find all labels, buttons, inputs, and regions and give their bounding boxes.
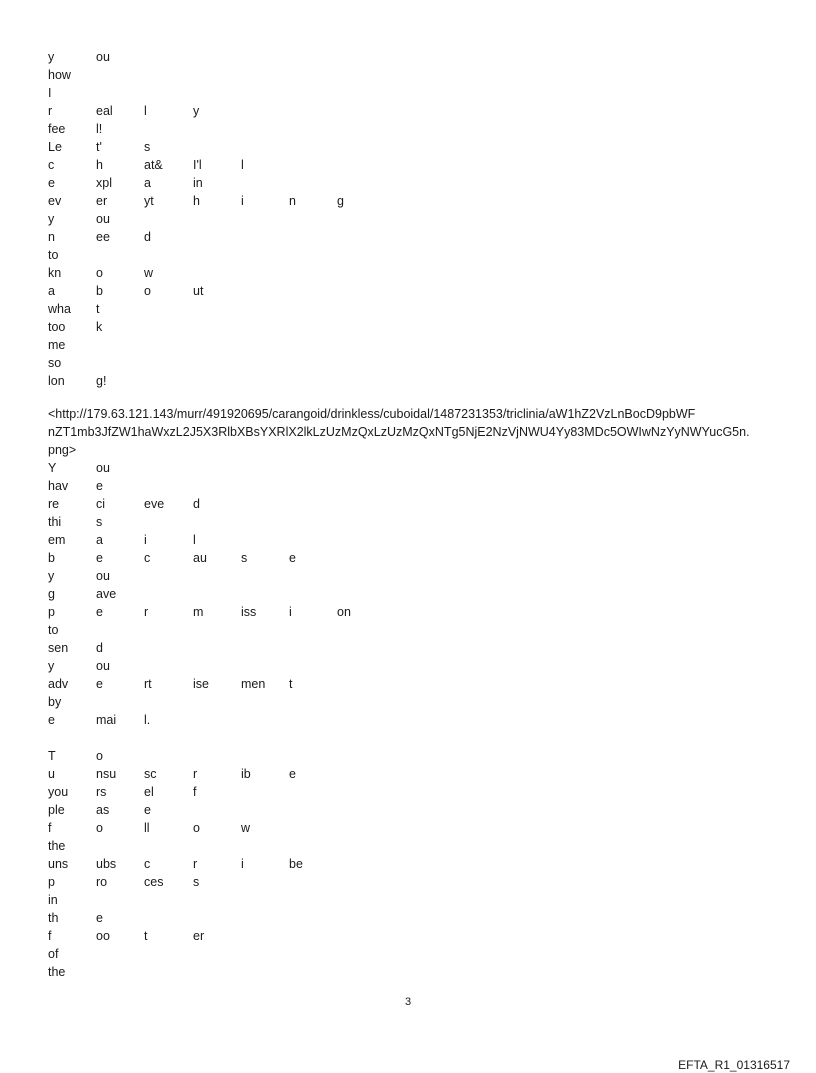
text-fragment: oo — [96, 929, 110, 943]
text-fragment: on — [337, 605, 351, 619]
text-fragment: n — [289, 194, 296, 208]
text-fragment: ces — [144, 875, 164, 889]
text-fragment: in — [193, 176, 203, 190]
text-fragment: e — [96, 911, 103, 925]
url-line: <http://179.63.121.143/murr/491920695/carangoid/drinkless/cuboidal/1487231353/triclinia/aW1hZ2VzLnBocD9pbWF — [48, 407, 696, 421]
text-fragment: t — [144, 929, 148, 943]
text-fragment: r — [193, 767, 198, 781]
text-fragment: a — [48, 284, 55, 298]
text-fragment: iss — [241, 605, 257, 619]
url-line: nZT1mb3JfZW1haWxzL2J5X3RlbXBsYXRlX2lkLzUzMzQxLzUzMzQxNTg5NjE2NzVjNWU4Yy83MDc5OWIwNzYyNWYucG5n. — [48, 425, 750, 439]
text-fragment: ev — [48, 194, 62, 208]
text-fragment: d — [193, 497, 200, 511]
text-fragment: yt — [144, 194, 154, 208]
text-fragment: o — [193, 821, 200, 835]
text-fragment: xpl — [96, 176, 112, 190]
text-fragment: f — [48, 821, 52, 835]
text-fragment: s — [193, 875, 200, 889]
text-fragment: l — [144, 104, 147, 118]
text-fragment: wha — [48, 302, 71, 316]
text-fragment: e — [48, 713, 55, 727]
text-fragment: f — [193, 785, 197, 799]
text-fragment: y — [48, 659, 55, 673]
text-fragment: nsu — [96, 767, 117, 781]
text-fragment: eve — [144, 497, 165, 511]
text-fragment: re — [48, 497, 60, 511]
text-fragment: y — [193, 104, 200, 118]
text-fragment: to — [48, 248, 59, 262]
text-fragment: ll — [144, 821, 150, 835]
text-fragment: fee — [48, 122, 66, 136]
text-fragment: eal — [96, 104, 113, 118]
text-fragment: at& — [144, 158, 163, 172]
text-fragment: ou — [96, 50, 110, 64]
text-fragment: m — [193, 605, 204, 619]
text-fragment: k — [96, 320, 103, 334]
text-fragment: th — [48, 911, 59, 925]
text-fragment: y — [48, 212, 55, 226]
text-fragment: s — [96, 515, 103, 529]
url-text — [48, 405, 778, 459]
text-fragment: so — [48, 356, 62, 370]
text-fragment: ee — [96, 230, 110, 244]
text-fragment: i — [241, 857, 244, 871]
text-fragment: sen — [48, 641, 69, 655]
text-fragment: me — [48, 338, 66, 352]
text-fragment: e — [96, 551, 103, 565]
text-fragment: ci — [96, 497, 106, 511]
text-fragment: t — [289, 677, 293, 691]
text-fragment: l. — [144, 713, 151, 727]
text-fragment: p — [48, 605, 55, 619]
text-fragment: i — [289, 605, 292, 619]
text-fragment: r — [144, 605, 149, 619]
text-fragment: l — [241, 158, 244, 172]
text-fragment: of — [48, 947, 59, 961]
text-fragment: b — [48, 551, 55, 565]
text-fragment: be — [289, 857, 303, 871]
text-fragment: o — [96, 749, 103, 763]
text-fragment: g — [337, 194, 344, 208]
text-fragment: e — [48, 176, 55, 190]
text-fragment: kn — [48, 266, 62, 280]
text-fragment: e — [289, 551, 296, 565]
text-fragment: ple — [48, 803, 65, 817]
text-fragment: r — [193, 857, 198, 871]
text-fragment: lon — [48, 374, 65, 388]
text-fragment: ib — [241, 767, 251, 781]
text-fragment: au — [193, 551, 207, 565]
text-fragment: I — [48, 86, 52, 100]
text-fragment: g — [48, 587, 55, 601]
text-fragment: e — [144, 803, 151, 817]
text-fragment: as — [96, 803, 110, 817]
text-fragment: r — [48, 104, 53, 118]
text-fragment: g! — [96, 374, 107, 388]
text-fragment: T — [48, 749, 56, 763]
text-fragment: ro — [96, 875, 108, 889]
text-fragment: s — [241, 551, 248, 565]
text-fragment: t — [96, 302, 100, 316]
text-fragment: c — [144, 857, 151, 871]
text-fragment: a — [96, 533, 103, 547]
text-fragment: d — [144, 230, 151, 244]
text-fragment: ou — [96, 569, 110, 583]
text-fragment: ise — [193, 677, 209, 691]
text-fragment: i — [241, 194, 244, 208]
text-fragment: e — [289, 767, 296, 781]
page-number: 3 — [404, 996, 412, 1008]
text-fragment: I'l — [193, 158, 202, 172]
text-fragment: em — [48, 533, 66, 547]
text-fragment: f — [48, 929, 52, 943]
text-fragment: the — [48, 965, 66, 979]
text-fragment: i — [144, 533, 147, 547]
text-fragment: adv — [48, 677, 69, 691]
text-fragment: thi — [48, 515, 62, 529]
text-fragment: to — [48, 623, 59, 637]
text-fragment: sc — [144, 767, 157, 781]
text-fragment: the — [48, 839, 66, 853]
text-fragment: rs — [96, 785, 107, 799]
document-id: EFTA_R1_01316517 — [678, 1058, 790, 1072]
text-fragment: c — [144, 551, 151, 565]
text-fragment: h — [193, 194, 200, 208]
text-fragment: Le — [48, 140, 62, 154]
text-fragment: l — [193, 533, 196, 547]
text-fragment: too — [48, 320, 66, 334]
text-fragment: o — [144, 284, 151, 298]
text-fragment: hav — [48, 479, 69, 493]
text-fragment: ou — [96, 659, 110, 673]
text-fragment: p — [48, 875, 55, 889]
text-fragment: in — [48, 893, 58, 907]
text-fragment: e — [96, 677, 103, 691]
text-fragment: ou — [96, 461, 110, 475]
text-fragment: ave — [96, 587, 117, 601]
text-fragment: o — [96, 821, 103, 835]
text-fragment: ubs — [96, 857, 117, 871]
text-fragment: e — [96, 479, 103, 493]
text-fragment: n — [48, 230, 55, 244]
text-fragment: w — [144, 266, 154, 280]
text-fragment: y — [48, 50, 55, 64]
text-fragment: s — [144, 140, 151, 154]
text-fragment: y — [48, 569, 55, 583]
text-fragment: Y — [48, 461, 57, 475]
text-fragment: el — [144, 785, 154, 799]
url-line: png> — [48, 443, 77, 457]
text-fragment: b — [96, 284, 103, 298]
text-fragment: mai — [96, 713, 117, 727]
text-fragment: er — [193, 929, 205, 943]
text-fragment: h — [96, 158, 103, 172]
text-fragment: rt — [144, 677, 152, 691]
text-fragment: a — [144, 176, 151, 190]
text-fragment: er — [96, 194, 108, 208]
text-fragment: c — [48, 158, 55, 172]
text-fragment: by — [48, 695, 62, 709]
text-fragment: o — [96, 266, 103, 280]
text-fragment: w — [241, 821, 251, 835]
text-fragment: ou — [96, 212, 110, 226]
text-fragment: l! — [96, 122, 103, 136]
text-fragment: you — [48, 785, 69, 799]
text-fragment: ut — [193, 284, 204, 298]
text-fragment: u — [48, 767, 55, 781]
text-fragment: men — [241, 677, 266, 691]
text-fragment: t' — [96, 140, 102, 154]
text-fragment: how — [48, 68, 71, 82]
text-fragment: uns — [48, 857, 69, 871]
text-fragment: e — [96, 605, 103, 619]
text-fragment: d — [96, 641, 103, 655]
